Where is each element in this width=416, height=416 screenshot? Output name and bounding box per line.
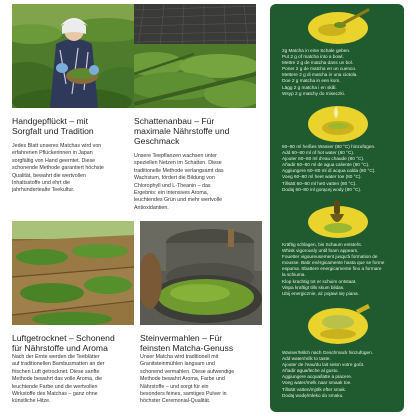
preparation-steps-panel (270, 4, 404, 412)
card-title: Luftgetrocknet – Schonend für Nährstoffe und Aroma (12, 333, 115, 353)
card-description: Unser Matcha wird traditionell mit Granitsteinmühlen langsam und schonend vermahlen. Diese aufwendige Methode bewahrt Aroma, Farbe und Nährstoffe – und sorgt für ein besonders feines, samtiges Pulver in höchster Ceremonial-Qualität. (140, 354, 235, 405)
matcha-spoon-icon (298, 8, 376, 46)
step-instructions: 2g Matcha in eine Schale geben. Put 2 g of matcha into a bowl. Mettre 2 g de matcha dans un bol. Poner 2 g de matcha en un cuenco. Mettere 2 g di matcha in una ciotola. Doe 2 g matcha in een kom. Lägg 2 g matcha i en skål. Wsyp 2 g matchy do miseczki. (282, 48, 358, 96)
tea-picker-photo (12, 4, 134, 108)
step-instructions: Kräftig schlagen, bis Schaum entsteht. Whisk vigorously until foam appears. Fouetter vigoureusement jusqu'à formation de mousse. Batir enérgicamente hasta que se forme espuma. Sbattere energicamente fino a formare la schiuma. Klop krachtig tot er schuim ontstaat. Vispa kraftigt tills skum bildas. Ubij energicznie, aż pojawi się piana. (282, 242, 385, 296)
card-title: Steinvermahlen – Für feinsten Matcha-Genuss (140, 333, 234, 353)
card-title: Schattenanbau – Für maximale Nährstoffe und Geschmack (134, 116, 230, 146)
water-bowl-icon (298, 104, 376, 144)
tea-bowl-icon (298, 304, 376, 346)
card-description: Unsere Teepflanzen wachsen unter speziellen Netzen im Schatten. Diese traditionelle Methode verlangsamt das Wachstum, fördert die Bildung von Chlorophyll und L-Theanin – das Ergebnis: ein intensives Aroma, leuchtendes Grün und mehr wertvolle Antioxidantien. (134, 153, 224, 211)
step-instructions: Wasser/Milch nach Geschmack hinzufügen. Add water/milk to taste. Ajouter de l'eau/du lait selon votre goût. Añadir agua/leche al gusto. Aggiungere acqua/latte a piacere. Voeg water/melk naar smaak toe. Tillsätt vatten/mjölk efter smak. Dodaj wodę/mleko do smaku. (282, 350, 374, 398)
card-description: Jedes Blatt unseres Matchas wird von erfahrenen Pflückerinnen in Japan sorgfältig von Hand geerntet. Diese schonende Methode garantiert höchste Qualität, bewahrt die wertvollen Inhaltsstoffe und ehrt die jahrhundertealte Teekultur. (12, 143, 104, 194)
card-title: Handgepflückt – mit Sorgfalt und Tradition (12, 116, 94, 136)
card-description: Nach der Ernte werden die Teeblätter auf traditionellen Bambusmatten an der frischen Luft getrocknet. Diese sanfte Methode bewahrt das volle Aroma, die leuchtende Farbe und die wertvollen Wirkstoffe des Matchas – ganz ohne künstliche Hitze. (12, 354, 105, 405)
stone-mill-photo (140, 221, 262, 325)
shade-net-field-photo (134, 4, 256, 108)
step-instructions: 60–80 ml heißes Wasser (80 °C) hinzufügen. Add 60–80 ml of hot water (80 °C). Ajouter 60–80 ml d'eau chaude (80 °C). Añadir 60–80 ml de agua caliente (80 °C). Aggiungere 60–80 ml di acqua calda (80 °C). Voeg 60–80 ml heet water toe (80 °C). Tillsätt 60–80 ml hett vatten (80 °C). Dodaj 60–80 ml gorącej wody (80 °C). (282, 144, 376, 192)
drying-mats-photo (12, 221, 134, 325)
whisk-icon (298, 200, 376, 240)
